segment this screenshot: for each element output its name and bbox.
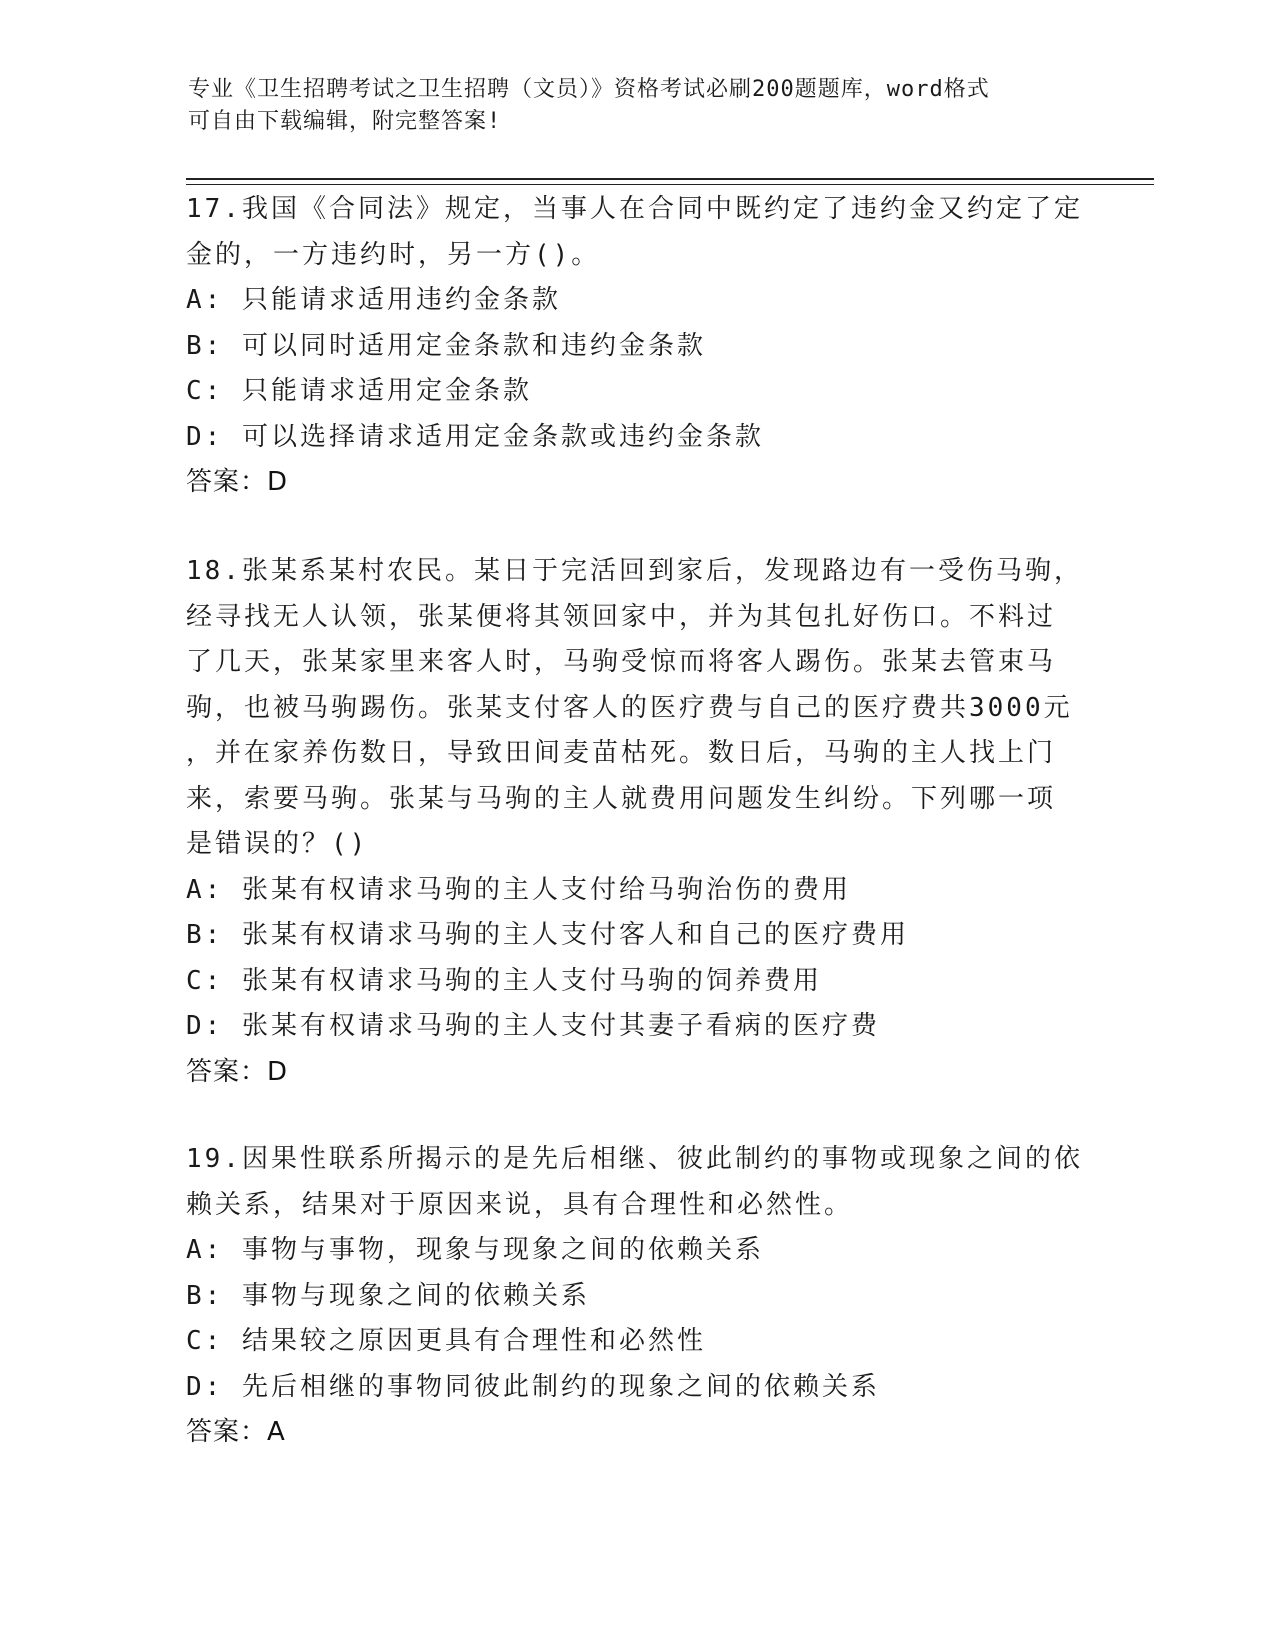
option-c: C: 结果较之原因更具有合理性和必然性 [186, 1326, 706, 1356]
option-d: D: 可以选择请求适用定金条款或违约金条款 [186, 421, 764, 452]
option-b: B: 事物与现象之间的依赖关系 [186, 1280, 590, 1311]
question-stem-line: 17.我国《合同法》规定，当事人在合同中既约定了违约金又约定了定 [186, 194, 1083, 224]
question-17 [186, 187, 1086, 506]
document-header [188, 74, 1088, 138]
option-c: C: 只能请求适用定金条款 [186, 376, 532, 406]
answer-line: 答案：D [186, 467, 289, 497]
question-19 [186, 1137, 1086, 1456]
option-a: A: 事物与事物，现象与现象之间的依赖关系 [186, 1235, 764, 1265]
question-stem-line: 驹，也被马驹踢伤。张某支付客人的医疗费与自己的医疗费共3000元 [186, 692, 1073, 723]
question-stem-line: 金的，一方违约时，另一方()。 [186, 239, 601, 270]
header-divider-thick [186, 178, 1154, 180]
header-line-2: 可自由下载编辑，附完整答案! [188, 109, 502, 134]
option-d: D: 先后相继的事物同彼此制约的现象之间的依赖关系 [186, 1371, 880, 1402]
question-stem-line: 了几天，张某家里来客人时，马驹受惊而将客人踢伤。张某去管束马 [186, 647, 1057, 677]
answer-line: 答案：A [186, 1417, 286, 1447]
header-divider-thin [186, 184, 1154, 185]
option-d: D: 张某有权请求马驹的主人支付其妻子看病的医疗费 [186, 1011, 880, 1041]
option-b: B: 可以同时适用定金条款和违约金条款 [186, 330, 706, 361]
header-line-1: 专业《卫生招聘考试之卫生招聘（文员）》资格考试必刷200题题库，word格式 [188, 77, 990, 102]
question-stem-line: 19.因果性联系所揭示的是先后相继、彼此制约的事物或现象之间的依 [186, 1144, 1083, 1174]
question-stem-line: 赖关系，结果对于原因来说，具有合理性和必然性。 [186, 1189, 854, 1220]
option-a: A: 张某有权请求马驹的主人支付给马驹治伤的费用 [186, 874, 851, 905]
option-a: A: 只能请求适用违约金条款 [186, 285, 561, 315]
answer-line: 答案：D [186, 1056, 289, 1087]
question-stem-line: 来，索要马驹。张某与马驹的主人就费用问题发生纠纷。下列哪一项 [186, 783, 1057, 814]
question-stem-line: 18.张某系某村农民。某日于完活回到家后，发现路边有一受伤马驹， [186, 556, 1083, 586]
question-stem-line: 是错误的？() [186, 829, 369, 859]
question-stem-line: ，并在家养伤数日，导致田间麦苗枯死。数日后，马驹的主人找上门 [186, 738, 1057, 768]
option-c: C: 张某有权请求马驹的主人支付马驹的饲养费用 [186, 965, 822, 996]
option-b: B: 张某有权请求马驹的主人支付客人和自己的医疗费用 [186, 920, 909, 950]
question-stem-line: 经寻找无人认领，张某便将其领回家中，并为其包扎好伤口。不料过 [186, 601, 1057, 632]
question-18 [186, 549, 1086, 1095]
